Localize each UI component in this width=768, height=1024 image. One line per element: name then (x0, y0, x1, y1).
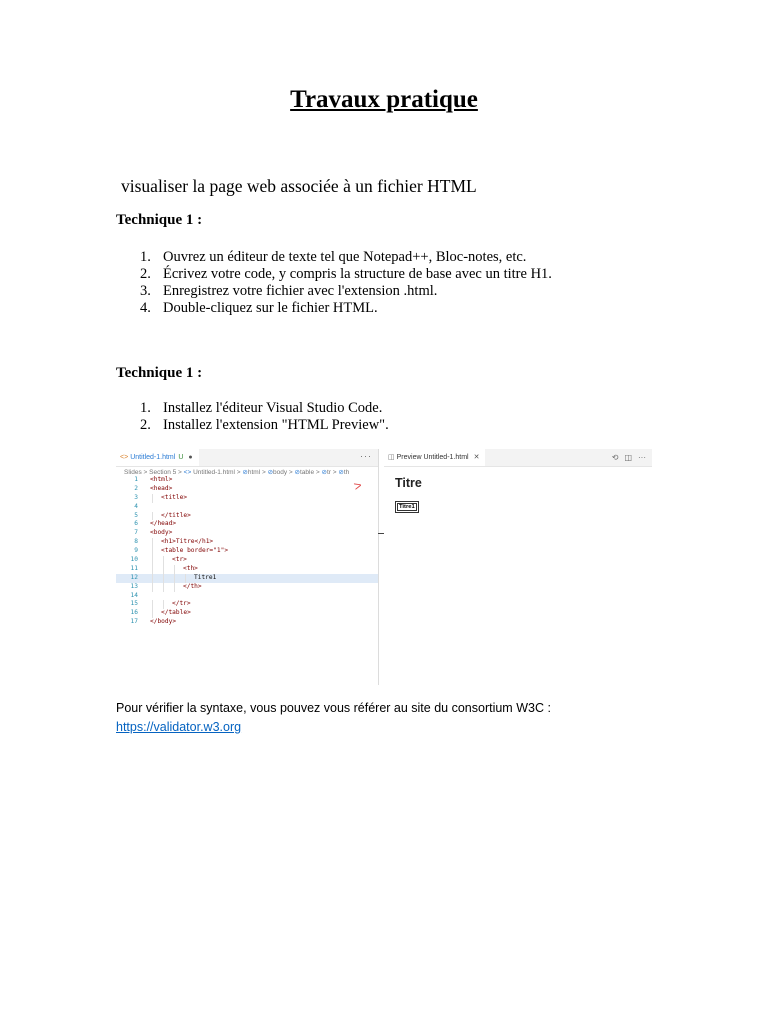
line-number: 2 (134, 484, 138, 492)
more-actions-icon[interactable]: ··· (638, 453, 646, 462)
technique-heading-2: Technique 1 : (116, 365, 203, 381)
breadcrumb-item[interactable]: Slides (124, 469, 142, 476)
code-line (116, 600, 378, 609)
breadcrumb-item[interactable]: Untitled-1.html (193, 469, 235, 476)
validator-link[interactable]: https://validator.w3.org (116, 720, 242, 734)
page-title: Travaux pratique (290, 86, 478, 113)
line-number: 17 (130, 618, 138, 626)
step-text: Installez l'éditeur Visual Studio Code. (163, 400, 383, 416)
code-text: <body> (150, 529, 173, 537)
editor-pane (116, 449, 379, 685)
breadcrumb-item[interactable]: th (343, 469, 350, 476)
line-number: 16 (130, 609, 138, 617)
code-text: </head> (150, 520, 177, 528)
more-actions-icon[interactable]: ··· (360, 451, 372, 461)
preview-pane (384, 449, 652, 685)
breadcrumb-item[interactable]: table (300, 469, 315, 476)
line-number: 6 (134, 520, 138, 528)
code-text: </th> (183, 582, 202, 590)
editor-tab-bar (116, 449, 378, 467)
list-item: 2. Écrivez votre code, y compris la structure de base avec un titre H1. (140, 266, 552, 282)
editor-tab[interactable] (116, 449, 199, 466)
line-number: 7 (134, 529, 138, 537)
preview-heading: Titre (395, 476, 422, 490)
indent-guide (163, 583, 164, 592)
technique-2-steps (116, 400, 389, 434)
indent-guide (163, 600, 164, 609)
line-number: 13 (130, 582, 138, 590)
untracked-badge: U (178, 454, 184, 461)
code-line (116, 583, 378, 592)
code-line (116, 547, 378, 556)
technique-heading-1: Technique 1 : (116, 212, 203, 228)
code-line (116, 574, 378, 583)
technique-1-steps (116, 249, 552, 317)
line-number: 11 (130, 564, 138, 572)
step-text: Écrivez votre code, y compris la structure de base avec un titre H1. (163, 266, 552, 282)
indent-guide (152, 538, 153, 547)
breadcrumb-item[interactable]: body (273, 469, 288, 476)
indent-guide (163, 574, 164, 583)
code-text: </title> (161, 511, 191, 519)
code-text: <th> (183, 564, 198, 572)
indent-guide (152, 512, 153, 521)
preview-toolbar (606, 449, 646, 466)
code-line (116, 618, 378, 627)
indent-guide (152, 600, 153, 609)
breadcrumb: Slides > Section 5 > <> Untitled-1.html > ⊘html > ⊘body > ⊘table > ⊘tr > ⊘th (124, 469, 350, 476)
line-number: 12 (130, 573, 138, 581)
code-line (116, 529, 378, 538)
code-line (116, 485, 378, 494)
code-line (116, 494, 378, 503)
code-text: <h1>Titre</h1> (161, 538, 214, 546)
indent-guide (152, 609, 153, 618)
line-number: 14 (130, 591, 138, 599)
indent-guide (185, 574, 186, 583)
preview-table-cell: Titre1 (399, 504, 415, 510)
indent-guide (174, 574, 175, 583)
list-item: 3. Enregistrez votre fichier avec l'extension .html. (140, 283, 438, 299)
html-file-icon: <> (120, 454, 129, 461)
code-line (116, 609, 378, 618)
step-text: Installez l'extension "HTML Preview". (163, 417, 389, 433)
indent-guide (174, 583, 175, 592)
code-line (116, 503, 378, 512)
preview-icon: ◫ (388, 454, 395, 461)
code-line (116, 565, 378, 574)
validation-note: Pour vérifier la syntaxe, vous pouvez vous référer au site du consortium W3C : (116, 701, 551, 715)
preview-tab-label: Preview Untitled-1.html (396, 454, 469, 461)
preview-tab[interactable] (384, 449, 485, 466)
code-text: <tr> (172, 556, 187, 564)
breadcrumb-item[interactable]: tr (326, 469, 331, 476)
line-number: 10 (130, 556, 138, 564)
line-number: 8 (134, 538, 138, 546)
code-text: Titre1 (194, 573, 217, 581)
code-text: <table border="1"> (161, 547, 229, 555)
code-editor[interactable] (116, 476, 378, 627)
code-line (116, 592, 378, 601)
list-item: 1. Installez l'éditeur Visual Studio Code. (140, 400, 383, 416)
indent-guide (174, 565, 175, 574)
code-line (116, 476, 378, 485)
code-line (116, 556, 378, 565)
code-text: </body> (150, 618, 177, 626)
step-text: Enregistrez votre fichier avec l'extension .html. (163, 283, 438, 299)
list-item: 2. Installez l'extension "HTML Preview". (140, 417, 389, 433)
unsaved-dot-icon[interactable]: ● (188, 454, 193, 461)
page-subtitle: visualiser la page web associée à un fichier HTML (121, 176, 477, 196)
code-line (116, 538, 378, 547)
line-number: 1 (134, 476, 138, 483)
split-editor-icon[interactable]: ◫ (624, 453, 632, 462)
code-text: </tr> (172, 600, 191, 608)
vscode-screenshot (116, 449, 652, 685)
line-number: 9 (134, 547, 138, 555)
indent-guide (163, 565, 164, 574)
indent-guide (152, 547, 153, 556)
line-number: 4 (134, 502, 138, 510)
cursor-pointer-icon: > (352, 477, 364, 494)
refresh-icon[interactable]: ⟲ (611, 453, 619, 462)
code-text: <html> (150, 476, 173, 483)
breadcrumb-item[interactable]: Section 5 (149, 469, 177, 476)
list-item: 1. Ouvrez un éditeur de texte tel que Notepad++, Bloc-notes, etc. (140, 249, 527, 265)
indent-guide (163, 556, 164, 565)
step-text: Ouvrez un éditeur de texte tel que Notepad++, Bloc-notes, etc. (163, 249, 527, 265)
indent-guide (152, 583, 153, 592)
indent-guide (152, 494, 153, 503)
editor-tab-label: Untitled-1.html (130, 454, 176, 461)
line-number: 5 (134, 511, 138, 519)
preview-tab-bar (384, 449, 652, 467)
preview-table (395, 501, 419, 513)
code-line (116, 520, 378, 529)
indent-guide (152, 556, 153, 565)
line-number: 3 (134, 493, 138, 501)
close-icon[interactable]: ✕ (473, 454, 480, 461)
code-text: <head> (150, 484, 173, 492)
code-line (116, 512, 378, 521)
breadcrumb-item[interactable]: html (247, 469, 261, 476)
step-text: Double-cliquez sur le fichier HTML. (163, 300, 378, 316)
code-text: </table> (161, 609, 191, 617)
list-item: 4. Double-cliquez sur le fichier HTML. (140, 300, 378, 316)
indent-guide (152, 574, 153, 583)
indent-guide (152, 565, 153, 574)
line-number: 15 (130, 600, 138, 608)
code-text: <title> (161, 493, 188, 501)
